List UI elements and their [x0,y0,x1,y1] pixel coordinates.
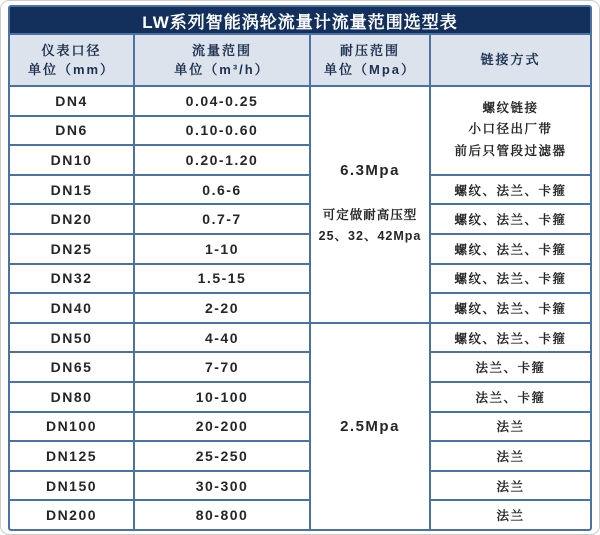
cell-range-dn80: 10-100 [135,383,309,411]
connection-merged-line1: 螺纹链接 [482,100,539,115]
cell-pressure-high-group [311,87,429,322]
cell-range-dn20: 0.7-7 [135,205,309,233]
pressure-note-line2: 25、32、42Mpa [318,228,422,243]
cell-dn32: DN32 [10,265,133,293]
cell-dn25: DN25 [10,235,133,263]
header-diameter-line1: 仪表口径 [41,42,102,58]
cell-range-dn65: 7-70 [135,353,309,381]
cell-range-dn25: 1-10 [135,235,309,263]
header-flow-line1: 流量范围 [191,42,252,58]
header-diameter [10,35,133,85]
cell-dn20: DN20 [10,205,133,233]
cell-range-dn125: 25-250 [135,442,309,470]
pressure-note-line1: 可定做耐高压型 [322,207,418,222]
cell-connection-dn32: 螺纹、法兰、卡箍 [431,265,590,293]
cell-range-dn6: 0.10-0.60 [135,117,309,145]
pressure-value-63: 6.3Mpa [340,161,400,179]
cell-connection-dn20: 螺纹、法兰、卡箍 [431,205,590,233]
cell-dn15: DN15 [10,176,133,204]
cell-dn4: DN4 [10,87,133,115]
table-body [10,87,590,529]
cell-range-dn200: 80-800 [135,501,309,529]
cell-connection-dn100: 法兰 [431,413,590,441]
cell-dn100: DN100 [10,413,133,441]
connection-merged-line3: 前后只管段过滤器 [454,144,567,159]
header-pressure-line1: 耐压范围 [339,42,400,58]
cell-range-dn50: 4-40 [135,324,309,352]
cell-connection-dn25: 螺纹、法兰、卡箍 [431,235,590,263]
cell-dn50: DN50 [10,324,133,352]
cell-range-dn10: 0.20-1.20 [135,146,309,174]
table-header-row [10,35,590,85]
cell-range-dn32: 1.5-15 [135,265,309,293]
cell-range-dn40: 2-20 [135,294,309,322]
header-pressure-range [311,35,429,85]
cell-pressure-low-group [311,324,429,529]
cell-connection-dn65: 法兰、卡箍 [431,353,590,381]
cell-connection-dn15: 螺纹、法兰、卡箍 [431,176,590,204]
cell-dn40: DN40 [10,294,133,322]
pressure-custom-note [319,205,422,248]
cell-range-dn100: 20-200 [135,413,309,441]
flow-meter-selection-table [8,5,592,531]
cell-connection-small-bore [431,87,590,174]
connection-merged-line2: 小口径出厂带 [468,122,553,137]
cell-dn10: DN10 [10,146,133,174]
cell-dn80: DN80 [10,383,133,411]
header-flow-range [135,35,309,85]
header-diameter-line2: 单位（mm） [27,62,116,77]
cell-dn150: DN150 [10,472,133,500]
cell-dn125: DN125 [10,442,133,470]
header-flow-line2: 单位（m³/h） [174,62,270,77]
cell-connection-dn80: 法兰、卡箍 [431,383,590,411]
table-title: LW系列智能涡轮流量计流量范围选型表 [10,7,590,33]
cell-connection-dn150: 法兰 [431,472,590,500]
header-connection-type [431,35,590,85]
pressure-value-25: 2.5Mpa [340,417,400,435]
cell-connection-dn40: 螺纹、法兰、卡箍 [431,294,590,322]
cell-connection-dn200: 法兰 [431,501,590,529]
cell-connection-dn50: 螺纹、法兰、卡箍 [431,324,590,352]
cell-dn65: DN65 [10,353,133,381]
header-connection-label: 链接方式 [480,52,541,68]
header-pressure-line2: 单位（Mpa） [323,62,416,77]
cell-dn200: DN200 [10,501,133,529]
cell-connection-dn125: 法兰 [431,442,590,470]
cell-range-dn4: 0.04-0.25 [135,87,309,115]
cell-range-dn15: 0.6-6 [135,176,309,204]
cell-range-dn150: 30-300 [135,472,309,500]
cell-dn6: DN6 [10,117,133,145]
